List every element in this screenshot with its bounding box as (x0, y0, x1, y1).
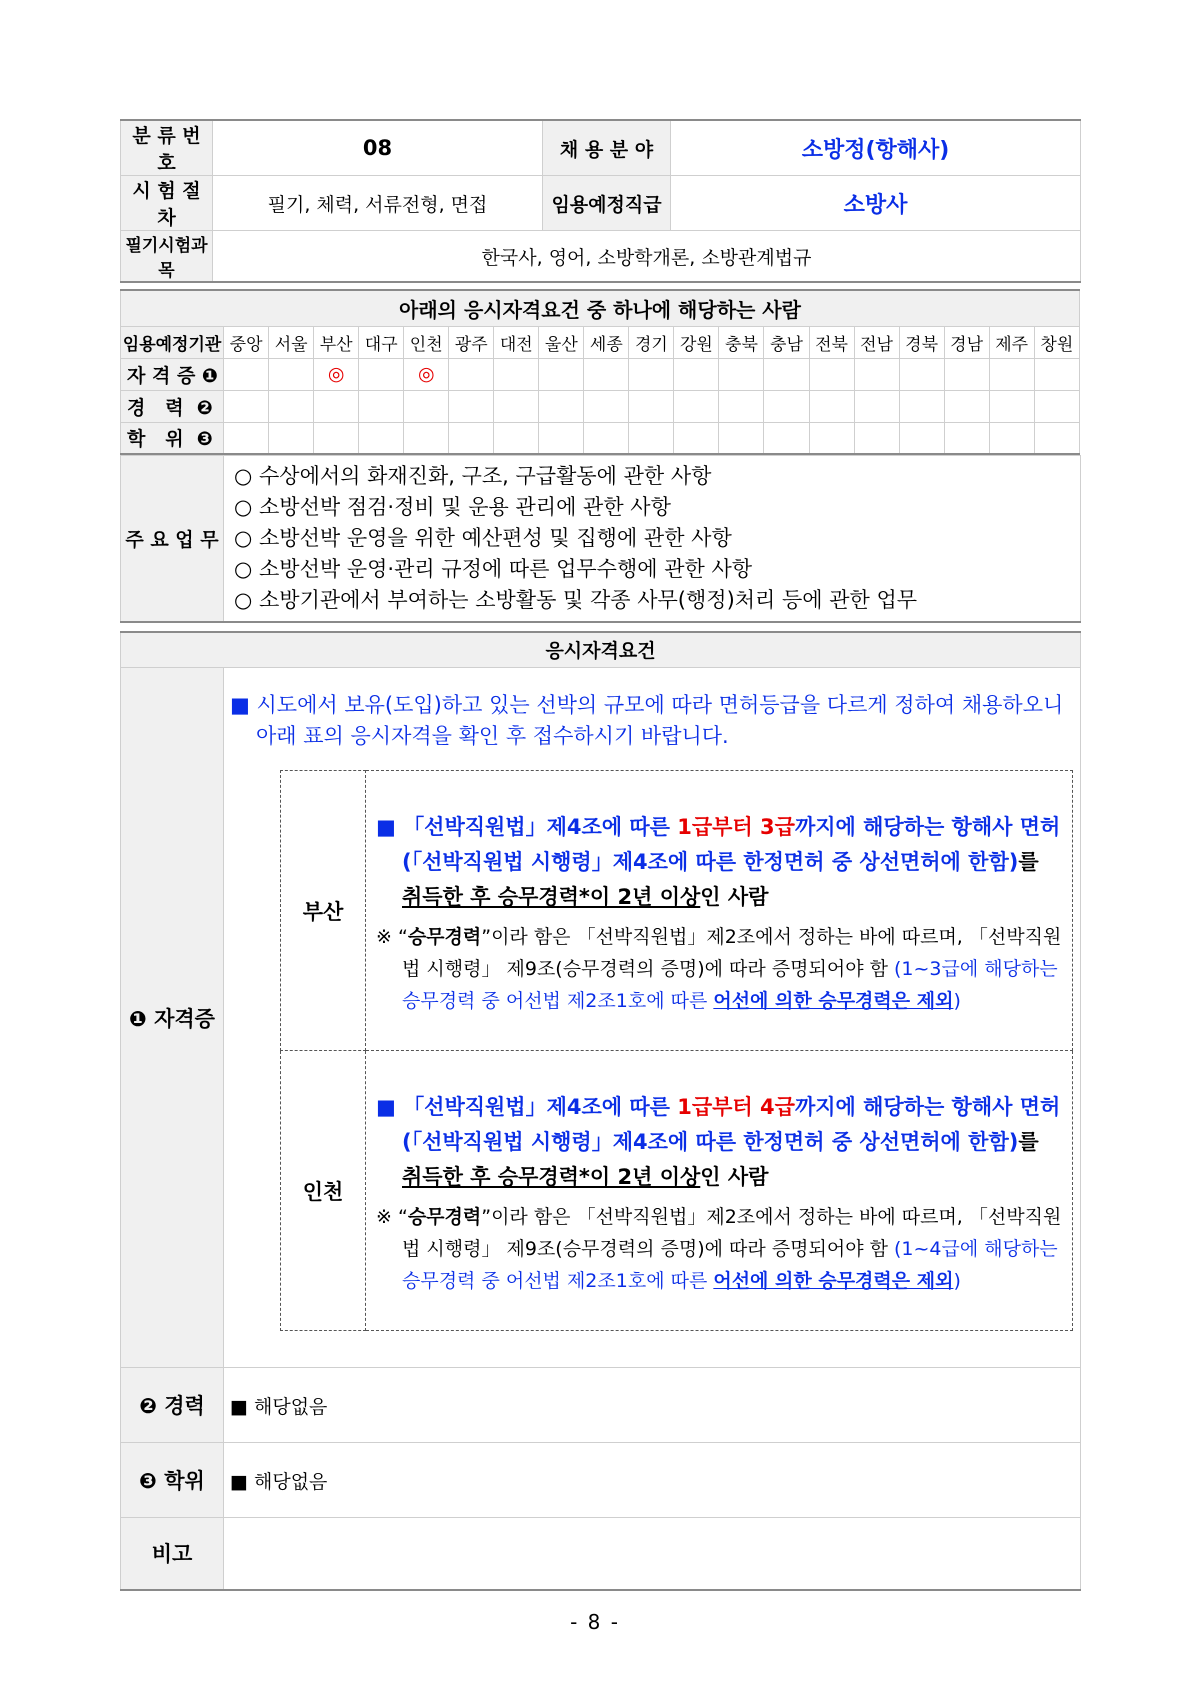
grid-mark-cell (629, 390, 674, 422)
busan-rule (376, 810, 1062, 915)
grid-mark-cell (1034, 422, 1079, 454)
grid-mark-cell (269, 422, 314, 454)
grid-mark-cell (449, 390, 494, 422)
grid-mark-cell (809, 358, 854, 390)
row-label-license: 자 격 증 ❶ (121, 358, 224, 390)
grid-mark-cell (989, 358, 1034, 390)
grid-mark-cell (224, 422, 269, 454)
org-cell: 부산 (314, 326, 359, 358)
busan-note (376, 921, 1062, 1017)
note-exception: ) (953, 1270, 961, 1292)
grid-mark-cell (404, 422, 449, 454)
field-label: 채 용 분 야 (543, 120, 671, 176)
grid-mark-cell (359, 422, 404, 454)
subjects-label: 필기시험과목 (121, 231, 213, 283)
city-busan: 부산 (281, 771, 366, 1051)
duty-item: ○ 소방선박 운영을 위한 예산편성 및 집행에 관한 사항 (234, 525, 732, 550)
org-cell: 제주 (989, 326, 1034, 358)
grid-mark-cell (314, 390, 359, 422)
city-requirements (280, 770, 1073, 1331)
grid-mark-cell (854, 390, 899, 422)
grid-mark-cell (449, 358, 494, 390)
grid-mark-cell (629, 422, 674, 454)
note-text: ”이라 함은 「선박직원법」제2조에서 정하는 바에 따르며, 「선박직원법 시행령」 제9조(승무경력의 증명)에 따라 증명되어야 함 (402, 926, 1062, 980)
grid-mark-cell (854, 422, 899, 454)
grid-mark-cell (539, 358, 584, 390)
header-table (120, 119, 1081, 283)
org-cell: 충북 (719, 326, 764, 358)
process-value: 필기, 체력, 서류전형, 면접 (213, 176, 543, 231)
grid-mark-cell (989, 390, 1034, 422)
grid-mark-cell (899, 358, 944, 390)
duty-item: ○ 수상에서의 화재진화, 구조, 구급활동에 관한 사항 (234, 463, 712, 488)
grid-mark-cell (584, 390, 629, 422)
note-term: 승무경력 (407, 1206, 482, 1228)
org-cell: 세종 (584, 326, 629, 358)
grid-mark-cell (809, 422, 854, 454)
page-number: - 8 - (570, 1610, 620, 1634)
org-cell: 중앙 (224, 326, 269, 358)
rule-text: 까지에 해당하는 항해사 면허(「선박직원법 시행령」제4조에 따른 한정면허 중 상선면허에 한함) (402, 1095, 1061, 1154)
requirements-title: 응시자격요건 (121, 632, 1081, 668)
grid-mark-cell (809, 390, 854, 422)
org-cell: 대구 (359, 326, 404, 358)
rule-text: ■ 「선박직원법」제4조에 따른 (376, 815, 678, 839)
field-value: 소방정(항해사) (671, 120, 1081, 176)
grid-mark-cell: ◎ (404, 358, 449, 390)
city-incheon: 인천 (281, 1051, 366, 1331)
grid-mark-cell (494, 358, 539, 390)
duty-item: ○ 소방선박 점검·정비 및 운용 관리에 관한 사항 (234, 494, 671, 519)
rule-text: 인 사람 (700, 885, 769, 909)
rule-text: 인 사람 (700, 1165, 769, 1189)
row-label-degree: 학 위 ❸ (121, 422, 224, 454)
grid-mark-cell (674, 422, 719, 454)
rule-text: 를 (1018, 850, 1039, 874)
grid-mark-cell (674, 390, 719, 422)
duties-table (120, 455, 1081, 623)
note-exception-bold: 어선에 의한 승무경력은 제외 (713, 1270, 954, 1292)
notice-text: ■ 시도에서 보유(도입)하고 있는 선박의 규모에 따라 면허등급을 다르게 정하여 채용하오니 아래 표의 응시자격을 확인 후 접수하시기 바랍니다. (230, 693, 1064, 748)
note-text: ※ “ (376, 1206, 408, 1228)
org-cell: 서울 (269, 326, 314, 358)
grid-mark-cell (764, 358, 809, 390)
license-label: ❶ 자격증 (121, 668, 224, 1368)
grid-mark-cell (404, 390, 449, 422)
note-text: ※ “ (376, 926, 408, 948)
grid-mark-cell (1034, 358, 1079, 390)
class-no-label: 분 류 번 호 (121, 120, 213, 176)
org-cell: 창원 (1034, 326, 1079, 358)
rule-grade: 1급부터 3급 (677, 815, 795, 839)
rule-text: 를 (1018, 1130, 1039, 1154)
grid-mark-cell (224, 358, 269, 390)
career-value: ■ 해당없음 (224, 1368, 1081, 1443)
grid-mark-cell (359, 390, 404, 422)
rank-value: 소방사 (671, 176, 1081, 231)
degree-value: ■ 해당없음 (224, 1443, 1081, 1518)
org-cell: 전남 (854, 326, 899, 358)
duties-label: 주 요 업 무 (121, 456, 224, 622)
grid-mark-cell (899, 422, 944, 454)
org-cell: 인천 (404, 326, 449, 358)
rule-underlined: 취득한 후 승무경력*이 2년 이상 (402, 885, 701, 909)
rule-grade: 1급부터 4급 (677, 1095, 795, 1119)
org-cell: 경북 (899, 326, 944, 358)
note-text: ”이라 함은 「선박직원법」제2조에서 정하는 바에 따르며, 「선박직원법 시행령」 제9조(승무경력의 증명)에 따라 증명되어야 함 (402, 1206, 1062, 1260)
recruitment-sheet (120, 119, 1080, 1591)
grid-mark-cell (944, 422, 989, 454)
grid-mark-cell (539, 390, 584, 422)
incheon-rule (376, 1090, 1062, 1195)
row-label-career: 경 력 ❷ (121, 390, 224, 422)
career-label: ❷ 경력 (121, 1368, 224, 1443)
grid-mark-cell (899, 390, 944, 422)
requirements-table (120, 631, 1081, 1591)
rank-label: 임용예정직급 (543, 176, 671, 231)
note-exception-bold: 어선에 의한 승무경력은 제외 (713, 990, 954, 1012)
grid-mark-cell (944, 358, 989, 390)
remarks-value (224, 1518, 1081, 1590)
license-content (224, 668, 1081, 1368)
grid-mark-cell (764, 422, 809, 454)
grid-mark-cell (674, 358, 719, 390)
grid-mark-cell (1034, 390, 1079, 422)
incheon-note (376, 1201, 1062, 1297)
grid-mark-cell (854, 358, 899, 390)
org-cell: 강원 (674, 326, 719, 358)
process-label: 시 험 절 차 (121, 176, 213, 231)
org-cell: 울산 (539, 326, 584, 358)
grid-mark-cell (359, 358, 404, 390)
org-cell: 충남 (764, 326, 809, 358)
grid-mark-cell: ◎ (314, 358, 359, 390)
grid-mark-cell (764, 390, 809, 422)
grid-mark-cell (269, 358, 314, 390)
incheon-requirement (366, 1051, 1073, 1331)
org-cell: 대전 (494, 326, 539, 358)
grid-mark-cell (719, 358, 764, 390)
grid-mark-cell (719, 422, 764, 454)
note-term: 승무경력 (407, 926, 482, 948)
rule-text: ■ 「선박직원법」제4조에 따른 (376, 1095, 678, 1119)
grid-mark-cell (584, 422, 629, 454)
eligibility-grid (120, 289, 1080, 455)
grid-mark-cell (269, 390, 314, 422)
duties-list (224, 456, 1081, 622)
grid-mark-cell (539, 422, 584, 454)
duty-item: ○ 소방기관에서 부여하는 소방활동 및 각종 사무(행정)처리 등에 관한 업무 (234, 587, 918, 612)
grid-mark-cell (314, 422, 359, 454)
class-no-value: 08 (213, 120, 543, 176)
org-label: 임용예정기관 (121, 326, 224, 358)
rule-text: 까지에 해당하는 항해사 면허(「선박직원법 시행령」제4조에 따른 한정면허 중 상선면허에 한함) (402, 815, 1061, 874)
grid-mark-cell (449, 422, 494, 454)
eligibility-grid-title: 아래의 응시자격요건 중 하나에 해당하는 사람 (121, 290, 1080, 326)
grid-mark-cell (719, 390, 764, 422)
org-cell: 전북 (809, 326, 854, 358)
grid-mark-cell (494, 422, 539, 454)
org-cell: 경기 (629, 326, 674, 358)
note-exception: ) (953, 990, 961, 1012)
busan-requirement (366, 771, 1073, 1051)
org-cell: 광주 (449, 326, 494, 358)
grid-mark-cell (989, 422, 1034, 454)
note-exception: (1~4급에 해당하는 승무경력 중 어선법 제2조1호에 따른 (402, 1238, 1058, 1292)
duty-item: ○ 소방선박 운영·관리 규정에 따른 업무수행에 관한 사항 (234, 556, 753, 581)
degree-label: ❸ 학위 (121, 1443, 224, 1518)
grid-mark-cell (494, 390, 539, 422)
subjects-value: 한국사, 영어, 소방학개론, 소방관계법규 (213, 231, 1081, 283)
grid-mark-cell (944, 390, 989, 422)
rule-underlined: 취득한 후 승무경력*이 2년 이상 (402, 1165, 701, 1189)
remarks-label: 비고 (121, 1518, 224, 1590)
note-exception: (1~3급에 해당하는 승무경력 중 어선법 제2조1호에 따른 (402, 958, 1058, 1012)
org-cell: 경남 (944, 326, 989, 358)
grid-mark-cell (584, 358, 629, 390)
grid-mark-cell (224, 390, 269, 422)
grid-mark-cell (629, 358, 674, 390)
